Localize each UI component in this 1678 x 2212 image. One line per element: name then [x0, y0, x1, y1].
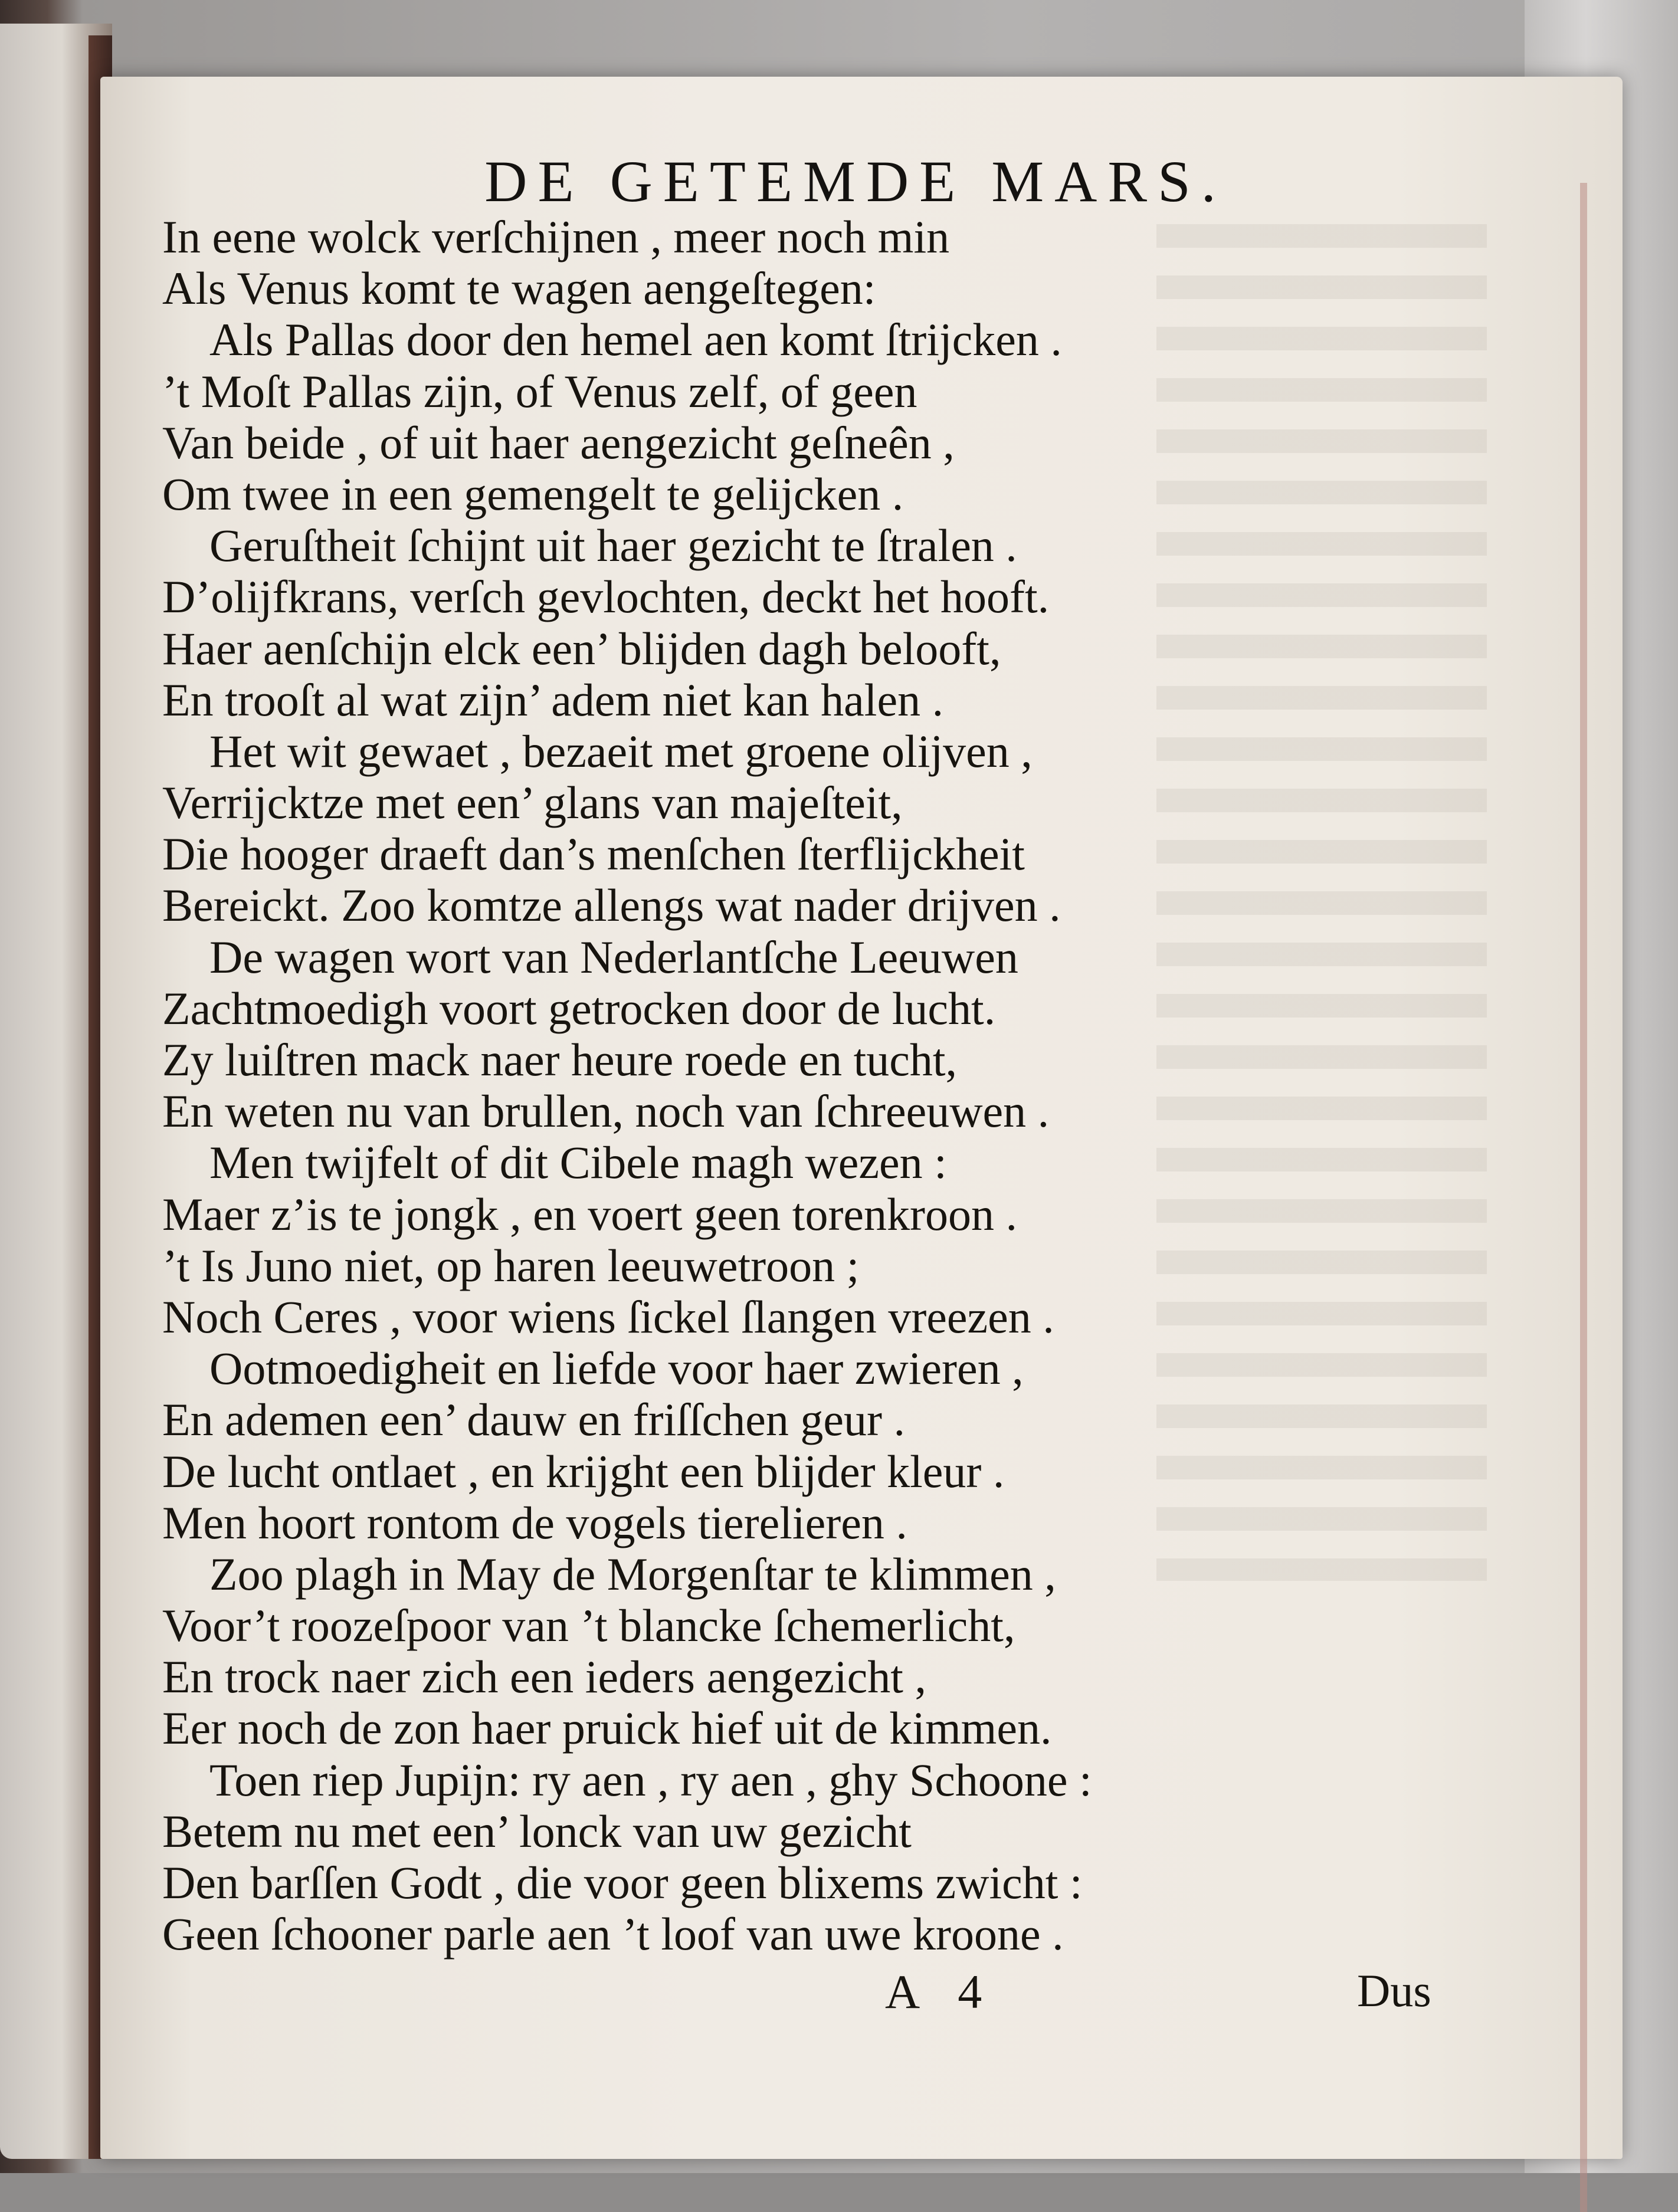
verse-line: Geen ſchooner parle aen ’t loof van uwe kroone .: [162, 1908, 1064, 1960]
verse-line: Bereickt. Zoo komtze allengs wat nader drijven .: [162, 879, 1061, 931]
verse-line: Voor’t roozeſpoor van ’t blancke ſchemerlicht,: [162, 1600, 1015, 1652]
verse-line: Als Pallas door den hemel aen komt ſtrijcken .: [209, 314, 1062, 366]
verse-line: Die hooger draeft dan’s menſchen ſterflijckheit: [162, 828, 1025, 880]
catchword: Dus: [1357, 1965, 1431, 2016]
verse-line: Noch Ceres , voor wiens ſickel ſlangen vreezen .: [162, 1291, 1054, 1343]
running-head: DE GETEMDE MARS.: [484, 149, 1227, 214]
verse-line: Het wit gewaet , bezaeit met groene olijven ,: [209, 725, 1033, 777]
verse-line: Als Venus komt te wagen aengeſtegen:: [162, 262, 876, 314]
verse-line: In eene wolck verſchijnen , meer noch min: [162, 211, 950, 262]
verse-line: De lucht ontlaet , en krijght een blijder kleur .: [162, 1445, 1005, 1497]
verse-line: En weten nu van brullen, noch van ſchreeuwen .: [162, 1085, 1050, 1137]
verse-line: Toen riep Jupijn: ry aen , ry aen , ghy Schoone :: [209, 1754, 1092, 1806]
verse-line: D’olijfkrans, verſch gevlochten, deckt het hooft.: [162, 571, 1050, 623]
verse-line: En trooſt al wat zijn’ adem niet kan halen .: [162, 674, 944, 726]
verse-line: Eer noch de zon haer pruick hief uit de kimmen.: [162, 1702, 1052, 1754]
verse-line: Men twijfelt of dit Cibele magh wezen :: [209, 1137, 947, 1189]
verse-line: ’t Is Juno niet, op haren leeuwetroon ;: [162, 1239, 860, 1291]
verse-line: En ademen een’ dauw en friſſchen geur .: [162, 1394, 905, 1446]
verse-line: Verrijcktze met een’ glans van majeſteit,: [162, 777, 903, 829]
verse-line: Om twee in een gemengelt te gelijcken .: [162, 468, 904, 520]
verse-line: Ootmoedigheit en liefde voor haer zwieren ,: [209, 1343, 1024, 1394]
verse-line: Maer z’is te jongk , en voert geen torenkroon .: [162, 1188, 1018, 1240]
verse-line: Men hoort rontom de vogels tierelieren .: [162, 1496, 907, 1548]
verse-line: En trock naer zich een ieders aengezicht ,: [162, 1651, 926, 1703]
verse-line: Geruſtheit ſchijnt uit haer gezicht te ſtralen .: [209, 520, 1017, 572]
verse-line: Betem nu met een’ lonck van uw gezicht: [162, 1805, 912, 1857]
verse-line: De wagen wort van Nederlantſche Leeuwen: [209, 931, 1018, 983]
verse-line: Haer aenſchijn elck een’ blijden dagh belooft,: [162, 622, 1001, 674]
verse-line: Zy luiſtren mack naer heure roede en tucht,: [162, 1034, 958, 1085]
verse-text: [162, 211, 1401, 1960]
signature-mark: A 4: [885, 1965, 997, 2019]
verse-line: Zachtmoedigh voort getrocken door de lucht.: [162, 982, 996, 1034]
verse-line: Den barſſen Godt , die voor geen blixems zwicht :: [162, 1857, 1083, 1908]
verse-line: ’t Moſt Pallas zijn, of Venus zelf, of geen: [162, 365, 917, 417]
verse-line: Zoo plagh in May de Morgenſtar te klimmen ,: [209, 1548, 1056, 1600]
verse-line: Van beide , of uit haer aengezicht geſneên ,: [162, 416, 955, 468]
page-edge: [1580, 183, 1587, 2212]
